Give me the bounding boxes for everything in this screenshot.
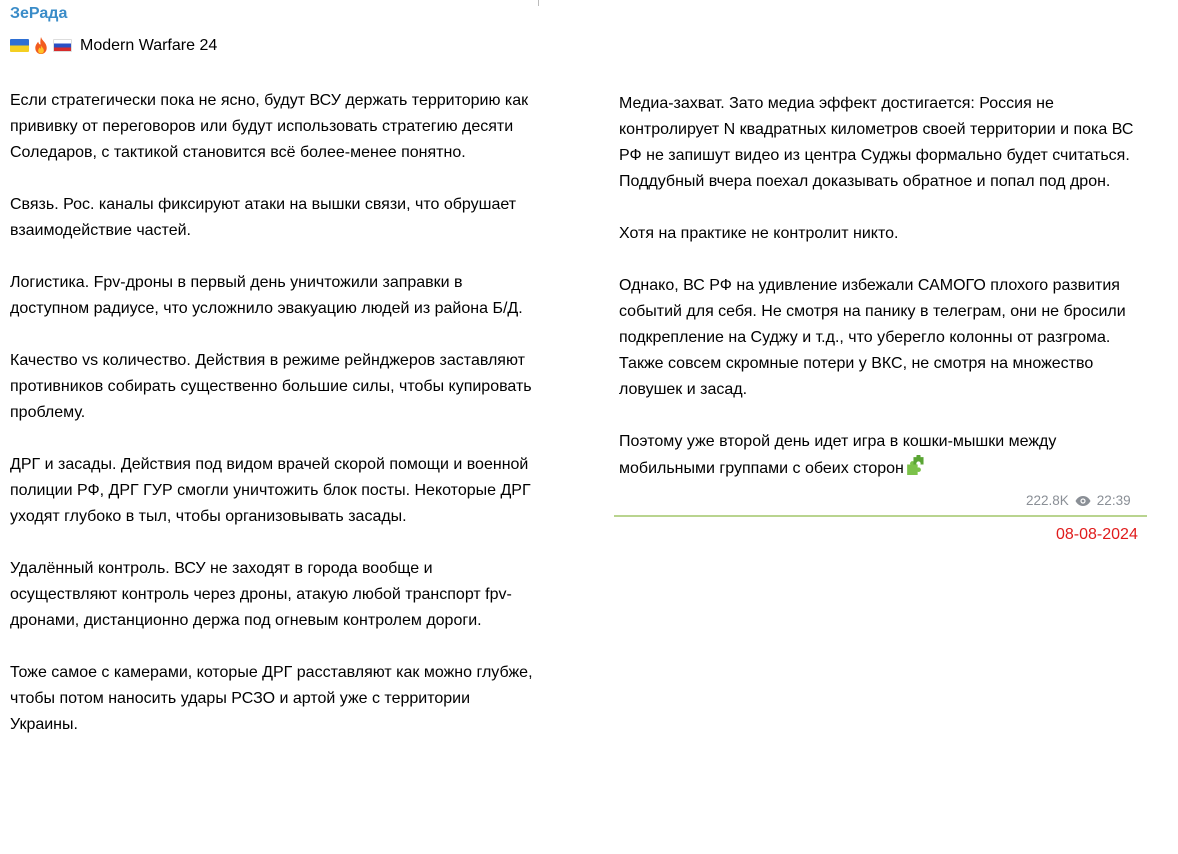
paragraph-lead: ДРГ и засады. [10,456,117,473]
paragraph: Удалённый контроль. ВСУ не заходят в города вообще и осуществляют контроль через дроны, атакую любой транспорт fpv-дронами, дистанционно держа под огневым контролем дороги. [10,560,512,629]
post-time: 22:39 [1096,493,1131,508]
paragraph: Тоже самое с камерами, которые ДРГ расставляют как можно глубже, чтобы потом наносить удары РСЗО и артой уже с территории Украины. [10,664,533,733]
message-underline [614,515,1147,517]
channel-name[interactable]: ЗеРада [10,5,68,22]
russia-flag-icon [53,39,72,52]
paragraph: Качество vs количество. Действия в режиме рейнджеров заставляют противников собирать существенно большие силы, чтобы купировать проблему. [10,352,532,421]
post-title-text: Modern Warfare 24 [80,36,218,54]
post-date: 08-08-2024 [1056,526,1138,543]
final-paragraph: Поэтому уже второй день идет игра в кошки-мышки между мобильными группами с обеих сторон [619,433,1057,477]
paragraph: Однако, ВС РФ на удивление избежали САМОГО плохого развития событий для себя. Не смотря на панику в телеграм, они не бросили подкрепление на Суджу и т.д., что уберегло колонны от разгрома. Также совсем скромные потери у ВКС, не смотря на множество ловушек и засад. [619,277,1126,398]
paragraph: Медиа-захват. Зато медиа эффект достигается: Россия не контролирует N квадратных километров своей территории и пока ВС РФ не запишут видео из центра Суджы формально будет считаться. Поддубный вчера поехал доказывать обратное и попал под дрон. [619,95,1134,190]
fire-icon [33,36,49,55]
top-divider-mark [538,0,545,6]
paragraph: Связь. Рос. каналы фиксируют атаки на вышки связи, что обрушает взаимодействие частей. [10,196,517,239]
views-count: 222.8K [1026,493,1069,508]
post-body-left [10,88,540,738]
paragraph-lead: Медиа-захват. [619,95,725,112]
paragraph-lead: Качество vs количество. [10,352,191,369]
ukraine-flag-icon [10,39,29,52]
paragraph-lead: Связь. [10,196,59,213]
paragraph: Хотя на практике не контролит никто. [619,225,899,242]
paragraph: Логистика. Fpv-дроны в первый день уничтожили заправки в доступном радиусе, что усложнило эвакуацию людей из района Б/Д. [10,274,523,317]
paragraph-lead: Удалённый контроль. [10,560,170,577]
paragraph: ДРГ и засады. Действия под видом врачей скорой помощи и военной полиции РФ, ДРГ ГУР смогли уничтожить блок посты. Некоторые ДРГ уходят глубоко в тыл, чтобы организовывать засады. [10,456,531,525]
paragraph: Если стратегически пока не ясно, будут ВСУ держать территорию как прививку от переговоров или будут использовать стратегию десяти Соледаров, с тактикой становится всё более-менее понятно. [10,92,529,161]
post-title [10,36,217,55]
paragraph-lead: Логистика. [10,274,90,291]
eye-icon [1075,495,1091,507]
post-meta [1026,493,1131,508]
puzzle-icon [904,455,925,476]
post-body-right [619,91,1139,482]
